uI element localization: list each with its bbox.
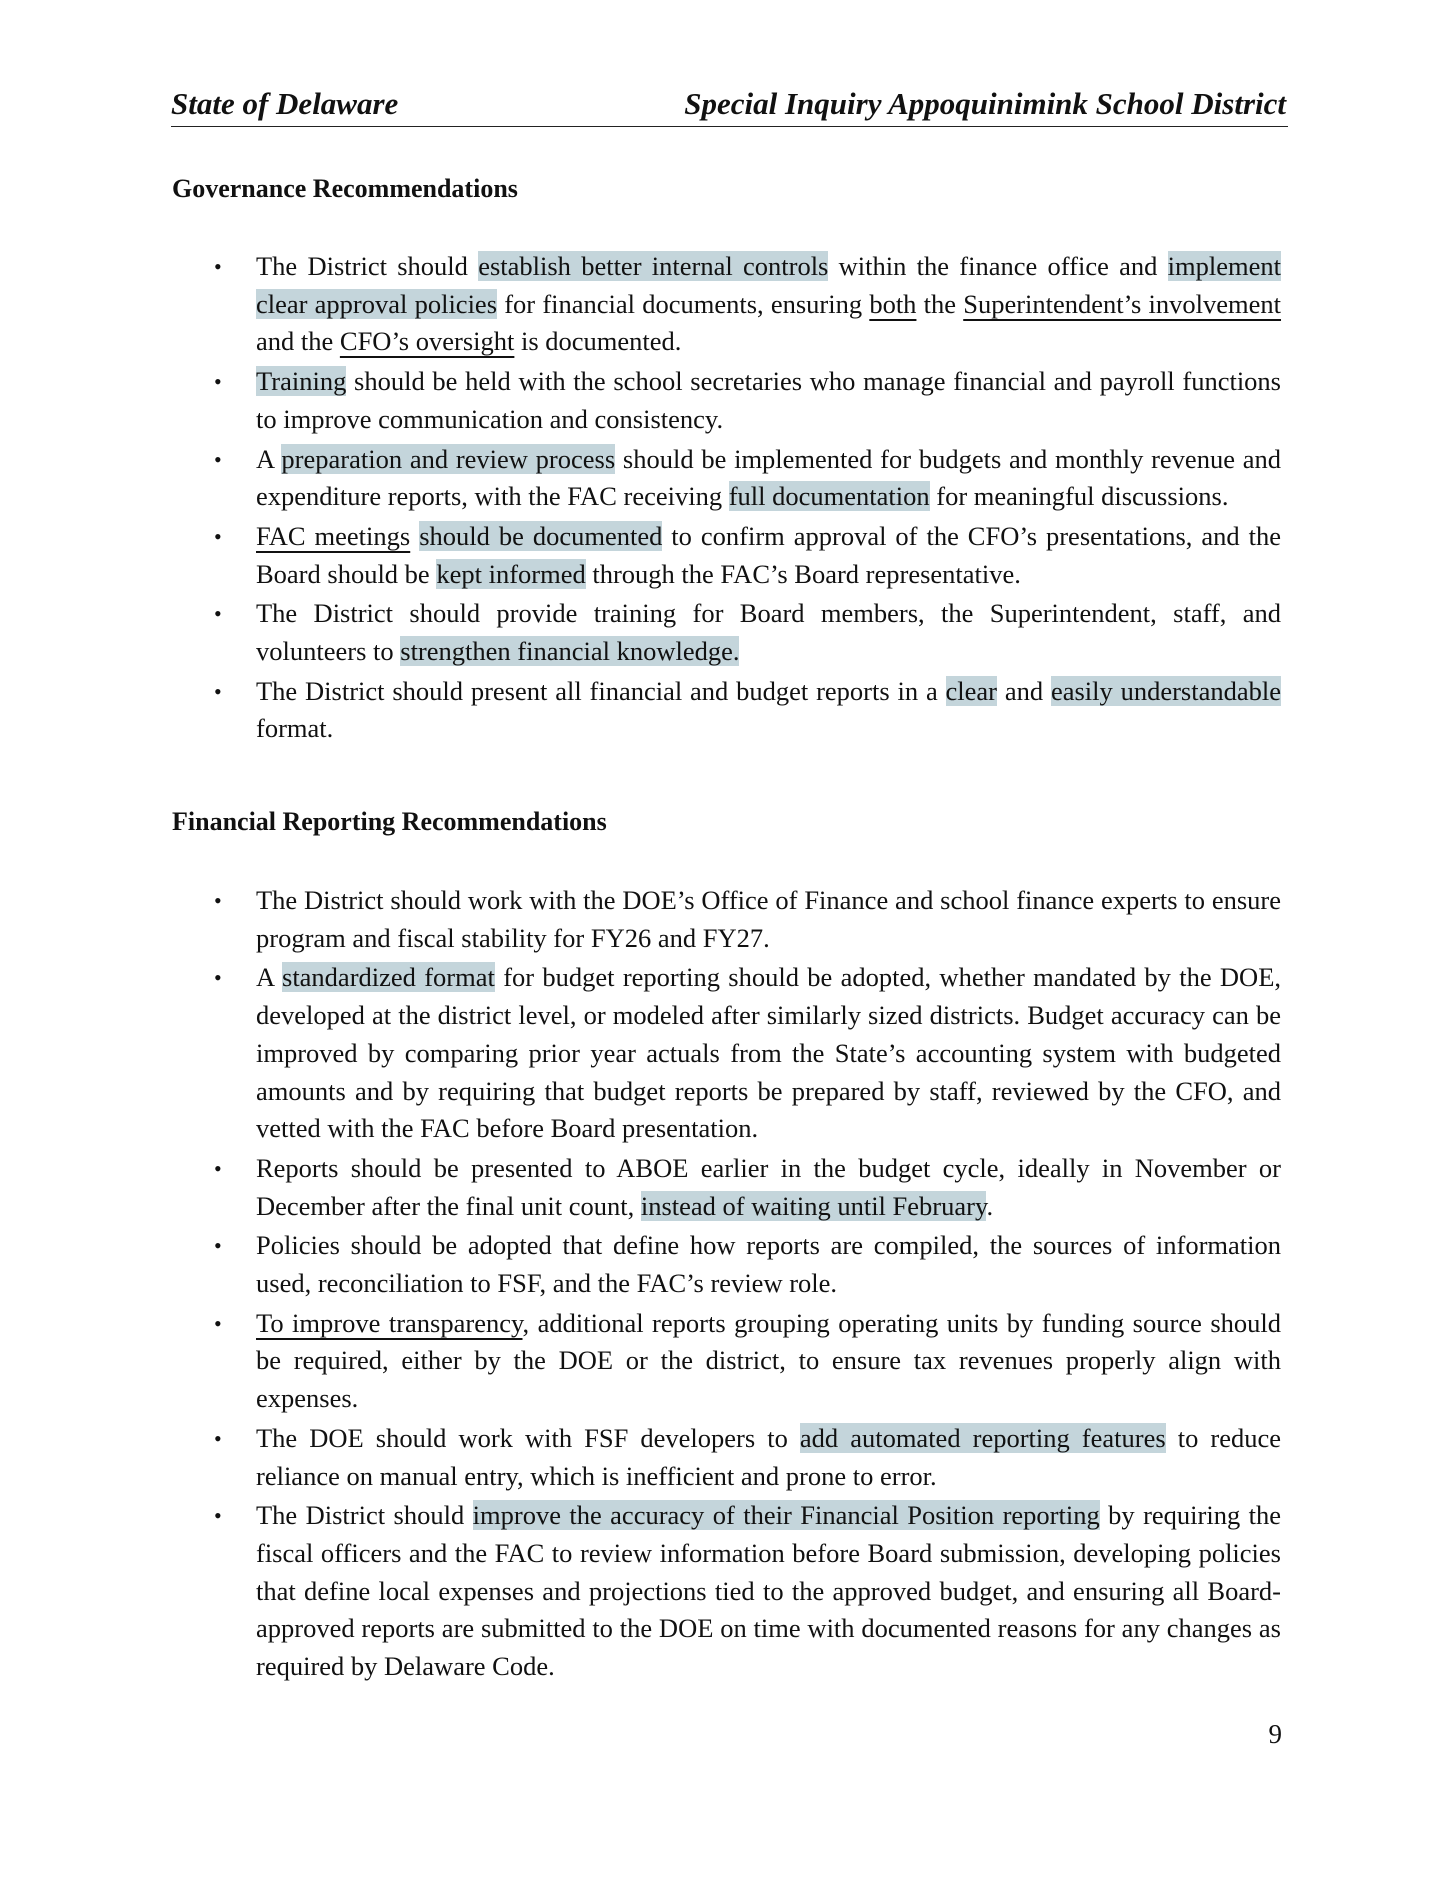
- item-text: , additional reports grouping operating units by funding source should be required, either by the DOE or the district, to ensure tax revenues properly align with expenses.: [256, 1307, 1281, 1414]
- item-text: and: [997, 675, 1051, 706]
- list-item: [214, 595, 1281, 670]
- item-text: format.: [256, 713, 334, 744]
- underlined-text: CFO’s oversight: [339, 326, 515, 357]
- item-text: is documented.: [514, 326, 682, 357]
- page-number: 9: [1268, 1719, 1282, 1749]
- underlined-text: Superintendent’s involvement: [963, 288, 1282, 319]
- list-item: [214, 1150, 1281, 1225]
- highlighted-text: improve the accuracy of their Financial Position reporting: [472, 1500, 1100, 1531]
- item-text: Reports should be presented to ABOE earlier in the budget cycle, ideally in November or December after the final unit count,: [256, 1152, 1281, 1221]
- item-text: The DOE should work with FSF developers to: [256, 1422, 800, 1453]
- highlighted-text: Training: [256, 366, 347, 397]
- list-item: [214, 1227, 1281, 1302]
- highlighted-text: clear: [945, 675, 998, 706]
- bullet-icon: •: [214, 601, 222, 627]
- item-text: The District should: [256, 251, 479, 281]
- highlighted-text: full documentation: [728, 481, 930, 512]
- highlighted-text: easily understandable: [1050, 675, 1281, 706]
- list-item: [214, 363, 1281, 438]
- bullet-icon: •: [214, 446, 222, 472]
- bullet-icon: •: [214, 965, 222, 991]
- underlined-text: To improve transparency: [256, 1307, 523, 1338]
- bullet-icon: •: [214, 1425, 222, 1451]
- bullet-icon: •: [214, 1503, 222, 1529]
- list-item: [214, 1420, 1281, 1495]
- section-title-financial-reporting: Financial Reporting Recommendations: [172, 807, 607, 836]
- underlined-text: both: [869, 288, 917, 319]
- bullet-icon: •: [214, 678, 222, 704]
- item-text: [410, 521, 419, 551]
- header-left-title: State of Delaware: [171, 86, 399, 121]
- highlighted-text: implement clear approval policies: [256, 251, 1281, 319]
- item-text: The District should provide training for Board members, the Superintendent, staff, and volunteers to: [256, 598, 1281, 667]
- page-header: [171, 86, 1288, 127]
- item-text: for budget reporting should be adopted, whether mandated by the DOE, developed at the district level, or modeled after similarly sized districts. Budget accuracy can be improved by comparing prior year actuals from the State’s accounting system with budgeted amounts and by requiring that budget reports be prepared by staff, reviewed by the CFO, and vetted with the FAC before Board presentation.: [256, 962, 1282, 1144]
- item-text: to confirm approval of the CFO’s presentations, and the Board should be: [256, 520, 1282, 589]
- item-text: for financial documents, ensuring: [497, 288, 870, 319]
- bullet-icon: •: [214, 1310, 222, 1336]
- bullet-icon: •: [214, 369, 222, 395]
- item-text: through the FAC’s Board representative.: [585, 558, 1021, 589]
- highlighted-text: instead of waiting until February: [640, 1190, 987, 1221]
- financial-reporting-recommendations-list: [0, 882, 1456, 1688]
- list-item: [214, 882, 1281, 957]
- item-text: and the: [256, 326, 340, 357]
- item-text: to reduce reliance on manual entry, which is inefficient and prone to error.: [256, 1422, 1281, 1491]
- list-item: [214, 673, 1281, 748]
- item-text: should be implemented for budgets and monthly revenue and expenditure reports, with the FAC receiving: [256, 443, 1281, 512]
- bullet-icon: •: [214, 254, 222, 279]
- item-text: for meaningful discussions.: [929, 481, 1229, 512]
- bullet-icon: •: [214, 523, 222, 549]
- highlighted-text: should be documented: [419, 520, 663, 551]
- highlighted-text: strengthen financial knowledge.: [400, 636, 740, 667]
- item-text: The District should present all financial and budget reports in a: [256, 675, 946, 706]
- item-text: .: [986, 1190, 994, 1221]
- item-text: should be held with the school secretaries who manage financial and payroll functions to improve communication and consistency.: [256, 366, 1281, 434]
- list-item: [214, 441, 1281, 516]
- section-title-governance: Governance Recommendations: [172, 174, 518, 203]
- list-item: [214, 1305, 1281, 1418]
- bullet-icon: •: [214, 1233, 222, 1259]
- item-text: by requiring the fiscal officers and the FAC to review information before Board submission, developing policies that define local expenses and projections tied to the approved budget, and ensuring all Board-approved reports are submitted to the DOE on time with documented reasons for any changes as required by Delaware Code.: [256, 1500, 1282, 1682]
- highlighted-text: preparation and review process: [281, 443, 616, 474]
- governance-recommendations-list: [0, 248, 1456, 750]
- item-text: the: [916, 288, 964, 319]
- item-text: A: [256, 962, 282, 993]
- highlighted-text: kept informed: [436, 558, 586, 589]
- highlighted-text: standardized format: [282, 962, 495, 993]
- item-text: Policies should be adopted that define how reports are compiled, the sources of information used, reconciliation to FSF, and the FAC’s review role.: [256, 1230, 1281, 1299]
- item-text: within the finance office and: [828, 251, 1168, 281]
- highlighted-text: establish better internal controls: [478, 251, 829, 281]
- list-item: [214, 518, 1282, 593]
- list-item: [214, 1497, 1282, 1686]
- item-text: The District should: [256, 1500, 473, 1531]
- highlighted-text: add automated reporting features: [799, 1422, 1166, 1453]
- bullet-icon: •: [214, 888, 222, 913]
- list-item: [214, 248, 1282, 361]
- bullet-icon: •: [214, 1155, 222, 1181]
- item-text: A: [256, 443, 282, 474]
- item-text: The District should work with the DOE’s Office of Finance and school finance experts to ensure program and fiscal stability for FY26 and FY27.: [256, 885, 1281, 953]
- underlined-text: FAC meetings: [256, 520, 411, 551]
- header-right-title: Special Inquiry Appoquinimink School District: [684, 86, 1286, 121]
- list-item: [214, 959, 1282, 1148]
